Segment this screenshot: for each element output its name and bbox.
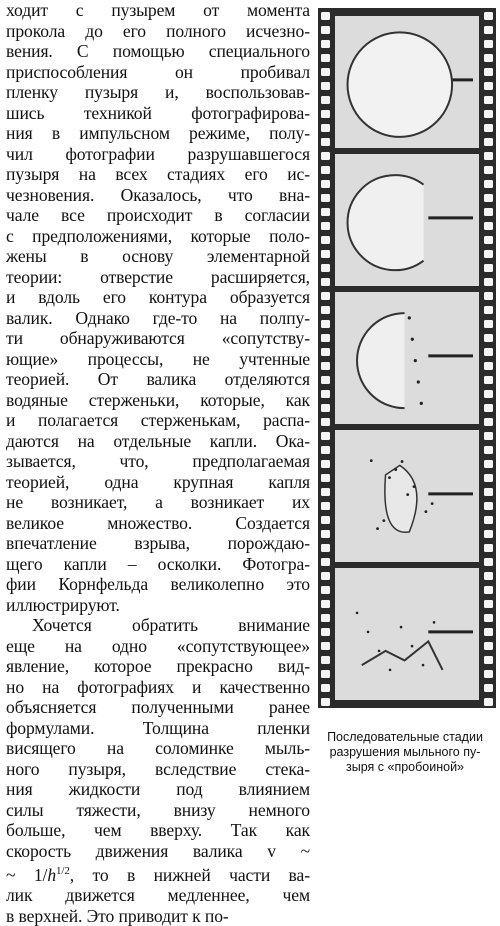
text-line: щего капли – осколки. Фотогра- [6, 553, 310, 574]
sprocket-hole [484, 460, 493, 468]
text-line: чале все происходит в согласии [6, 205, 310, 225]
droplet [389, 669, 392, 672]
text-line: больше, чем вверху. Так как [6, 820, 310, 840]
sprocket-hole [321, 642, 330, 650]
text-line: зывается, что, предполагаемая [6, 451, 310, 471]
sprocket-hole [321, 68, 330, 76]
text-line: Хочется обратить внимание [32, 615, 310, 635]
text-line: впечатление взрыва, порождаю- [6, 533, 310, 553]
text-line: ющие» процессы, не учтенные [6, 348, 310, 369]
droplet [417, 380, 420, 383]
sprocket-hole [321, 110, 330, 118]
body-text [6, 0, 310, 926]
text-line: фии Корнфельда великолепно это [6, 574, 310, 594]
text-line: но на фотографиях и качественно [6, 676, 310, 697]
sprocket-hole [321, 516, 330, 524]
sprocket-hole [484, 474, 493, 482]
droplet [406, 493, 409, 496]
sprocket-hole [484, 446, 493, 454]
droplet [367, 631, 370, 634]
text-line: пузыря на всех стадиях его ис- [6, 164, 310, 184]
sprocket-hole [321, 530, 330, 538]
droplet [370, 459, 373, 462]
sprocket-hole [484, 96, 493, 104]
text-line: объясняется полученными ранее [6, 697, 310, 717]
droplet [431, 502, 434, 505]
text-line: прокола до его полного исчезно- [6, 20, 310, 41]
sprocket-hole [484, 180, 493, 188]
figure-caption [312, 730, 498, 775]
text-line: даются на отдельные капли. Ока- [6, 430, 310, 451]
sprocket-hole [321, 698, 330, 706]
sprocket-hole [321, 96, 330, 104]
sprocket-hole [484, 488, 493, 496]
text-line: водяные стерженьки, которые, как [6, 389, 310, 410]
droplet [378, 650, 381, 653]
sprocket-hole [484, 26, 493, 34]
sprocket-hole [484, 138, 493, 146]
sprocket-hole [484, 614, 493, 622]
film-strip-photographs [318, 8, 496, 708]
sprocket-hole [321, 152, 330, 160]
droplet [401, 460, 404, 463]
text-line: иллюстрируют. [6, 594, 120, 615]
text-line: ного пузыря, вследствие стека- [6, 758, 310, 779]
sprocket-hole [321, 138, 330, 146]
sprocket-hole [321, 446, 330, 454]
text-line: пленку пузыря и, воспользовав- [6, 82, 310, 102]
text-line: ния жидкости под влиянием [6, 779, 310, 799]
sprocket-hole [321, 180, 330, 188]
sprocket-hole [321, 292, 330, 300]
text-line: лик движется медленнее, чем [6, 885, 310, 906]
text-line: теории: отверстие расширяется, [6, 266, 310, 287]
droplet [422, 664, 425, 667]
sprocket-hole [321, 82, 330, 90]
sprocket-hole [484, 12, 493, 20]
sprocket-hole [484, 334, 493, 342]
droplet [413, 485, 416, 488]
text-line: в верхней. Это приводит к по- [6, 905, 229, 926]
sprocket-hole [484, 292, 493, 300]
sprocket-hole [484, 236, 493, 244]
sprocket-hole [321, 306, 330, 314]
text-line: теорией, одна крупная капля [6, 471, 310, 492]
caption-line: зыря с «пробоиной» [346, 760, 464, 774]
sprocket-hole [321, 54, 330, 62]
sprocket-hole [321, 12, 330, 20]
text-line: чезновения. Оказалось, что вна- [6, 184, 310, 205]
caption-line: разрушения мыльного пу- [329, 745, 481, 759]
text-line: силы тяжести, внизу немного [6, 799, 310, 820]
droplet [411, 338, 414, 341]
sprocket-hole [484, 530, 493, 538]
sprocket-hole [484, 278, 493, 286]
droplet [408, 316, 411, 319]
sprocket-hole [321, 362, 330, 370]
sprocket-hole [484, 418, 493, 426]
film-frame-bubble-final-droplets [335, 568, 479, 700]
sprocket-hole [321, 26, 330, 34]
droplet [382, 519, 385, 522]
sprocket-hole [484, 68, 493, 76]
sprocket-hole [484, 152, 493, 160]
sprocket-hole [484, 586, 493, 594]
droplet [420, 402, 423, 405]
sprocket-hole [321, 656, 330, 664]
text-line: с предположениями, которые поло- [6, 225, 310, 246]
text-line: ния в импульсном режиме, полу- [6, 123, 310, 143]
text-line: валик. Однако где-то на полпу- [6, 307, 310, 328]
text-line: ~ $1/h^{1/2}$, то в нижней части ва- [6, 864, 311, 885]
sprocket-hole [484, 516, 493, 524]
sprocket-hole [321, 222, 330, 230]
sprocket-hole [321, 432, 330, 440]
sprocket-hole [484, 656, 493, 664]
sprocket-hole [321, 320, 330, 328]
caption-line: Последовательные стадии [327, 730, 483, 744]
sprocket-hole [484, 362, 493, 370]
sprocket-hole [484, 390, 493, 398]
sprocket-hole [484, 250, 493, 258]
sprocket-hole [484, 544, 493, 552]
paragraph-1 [6, 0, 310, 615]
sprocket-hole [484, 684, 493, 692]
droplet [424, 510, 427, 513]
sprocket-hole [484, 124, 493, 132]
sprocket-hole [321, 348, 330, 356]
sprocket-hole [484, 432, 493, 440]
sprocket-hole [484, 670, 493, 678]
sprocket-hole [484, 376, 493, 384]
sprocket-hole [321, 628, 330, 636]
sprocket-hole [321, 390, 330, 398]
sprocket-hole [484, 82, 493, 90]
sprocket-hole [321, 376, 330, 384]
droplet [433, 621, 436, 624]
droplet [388, 476, 391, 479]
sprocket-hole [484, 208, 493, 216]
sprocket-hole [484, 54, 493, 62]
sprocket-hole [321, 474, 330, 482]
sprocket-hole [321, 670, 330, 678]
sprocket-hole [321, 236, 330, 244]
sprocket-hole [321, 264, 330, 272]
sprocket-hole [321, 278, 330, 286]
sprocket-hole [321, 166, 330, 174]
sprocket-hole [321, 558, 330, 566]
sprocket-hole [484, 502, 493, 510]
text-line: чил фотографии разрушавшегося [6, 143, 310, 164]
sprocket-hole [484, 628, 493, 636]
sprocket-hole [321, 544, 330, 552]
sprocket-hole [321, 614, 330, 622]
text-line: скорость движения валика v ~ [6, 840, 310, 861]
sprocket-hole [321, 334, 330, 342]
text-line: ти обнаруживаются «сопутству- [6, 328, 310, 348]
sprocket-hole [484, 264, 493, 272]
sprocket-hole [321, 40, 330, 48]
text-line: великое множество. Создается [6, 512, 310, 533]
paragraph-2 [6, 615, 310, 926]
sprocket-hole [484, 348, 493, 356]
text-line: приспособления он пробивал [6, 61, 310, 82]
sprocket-hole [321, 404, 330, 412]
sprocket-hole [321, 572, 330, 580]
sprocket-hole [484, 558, 493, 566]
sprocket-hole [484, 404, 493, 412]
text-line: явление, которое прекрасно вид- [6, 656, 310, 676]
sprocket-hole [321, 684, 330, 692]
droplet [356, 612, 359, 615]
text-line: и вдоль его контура образуется [6, 287, 310, 307]
sprocket-hole [321, 460, 330, 468]
text-line: не возникает, а возникает их [6, 492, 310, 512]
droplet [400, 626, 403, 629]
text-line: формулами. Толщина пленки [6, 717, 310, 738]
text-line: и полагается стерженькам, распа- [6, 410, 310, 430]
text-line: шись техникой фотографирова- [6, 102, 310, 123]
sprocket-hole [321, 208, 330, 216]
bubble [348, 32, 453, 137]
sprocket-hole [484, 306, 493, 314]
text-line: еще на одно «сопутствующее» [6, 635, 310, 656]
sprocket-hole [321, 418, 330, 426]
sprocket-hole [321, 502, 330, 510]
sprocket-hole [484, 572, 493, 580]
sprocket-hole [484, 222, 493, 230]
text-line: ходит с пузырем от момента [6, 0, 310, 20]
sprocket-hole [484, 194, 493, 202]
sprocket-hole [321, 586, 330, 594]
sprocket-hole [321, 488, 330, 496]
sprocket-hole [484, 110, 493, 118]
sprocket-hole [484, 166, 493, 174]
droplet [414, 359, 417, 362]
sprocket-hole [321, 124, 330, 132]
sprocket-hole [484, 40, 493, 48]
sprocket-hole [321, 600, 330, 608]
sprocket-hole [484, 642, 493, 650]
sprocket-hole [484, 600, 493, 608]
sprocket-hole [484, 698, 493, 706]
droplet [411, 645, 414, 648]
sprocket-hole [484, 320, 493, 328]
text-line: вения. С помощью специального [6, 41, 310, 61]
sprocket-hole [321, 194, 330, 202]
droplet [376, 527, 379, 530]
sprocket-hole [321, 250, 330, 258]
text-line: теорией. От валика отделяются [6, 369, 310, 389]
droplet [394, 468, 397, 471]
text-line: жены в основу элементарной [6, 246, 310, 266]
text-line: висящего на соломинке мыль- [6, 738, 310, 758]
